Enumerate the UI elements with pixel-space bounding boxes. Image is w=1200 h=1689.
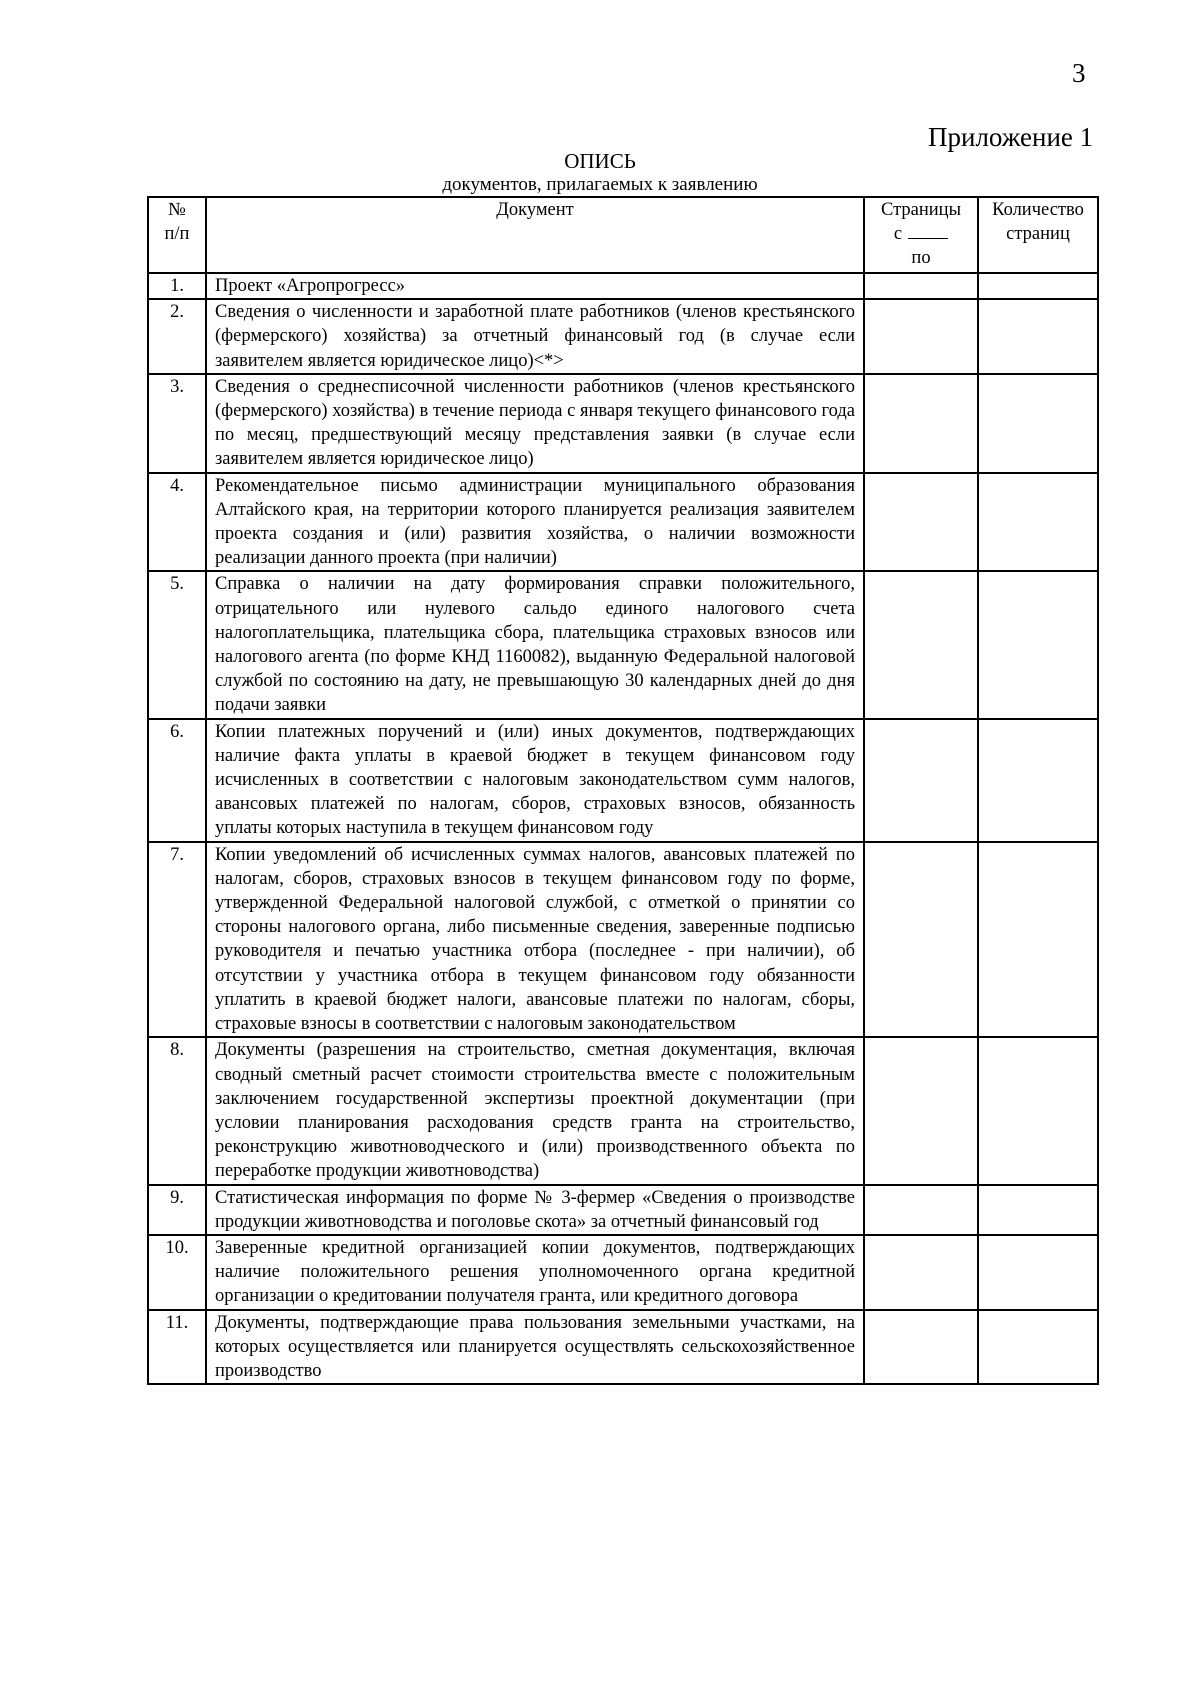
row-number: 11.	[148, 1310, 206, 1385]
table-row	[148, 571, 1098, 718]
row-pages-cell[interactable]	[864, 473, 978, 572]
row-number: 1.	[148, 273, 206, 299]
header-count-subtitle: страниц	[1006, 224, 1070, 244]
row-number: 2.	[148, 299, 206, 374]
table-row	[148, 719, 1098, 842]
header-number	[148, 197, 206, 273]
row-pages-cell[interactable]	[864, 374, 978, 473]
header-document: Документ	[206, 197, 864, 273]
header-pages-from: с	[873, 222, 969, 246]
page-number: 3	[1072, 58, 1086, 88]
table-row	[148, 1185, 1098, 1235]
table-row	[148, 374, 1098, 473]
row-page-count-cell[interactable]	[978, 374, 1098, 473]
row-pages-cell[interactable]	[864, 571, 978, 718]
header-page-count	[978, 197, 1098, 273]
blank-line	[908, 224, 948, 239]
row-page-count-cell[interactable]	[978, 1235, 1098, 1310]
row-document-text: Заверенные кредитной организацией копии документов, подтверждающих наличие положительного решения уполномоченного органа кредитной организации о кредитовании получателя гранта, или кредитного договора	[206, 1235, 864, 1310]
row-pages-cell[interactable]	[864, 719, 978, 842]
row-number: 3.	[148, 374, 206, 473]
row-document-text: Рекомендательное письмо администрации муниципального образования Алтайского края, на территории которого планируется реализация заявителем проекта создания и (или) развития хозяйства, о наличии возможности реализации данного проекта (при наличии)	[206, 473, 864, 572]
row-pages-cell[interactable]	[864, 1037, 978, 1184]
row-document-text: Копии уведомлений об исчисленных суммах налогов, авансовых платежей по налогам, сборов, страховых взносов в текущем финансовом году по форме, утвержденной Федеральной налоговой службой, с отметкой о принятии со стороны налогового органа, либо письменные сведения, заверенные подписью руководителя и печатью участника отбора (последнее - при наличии), об отсутствии у участника отбора в текущем финансовом году обязанности уплатить в краевой бюджет налоги, авансовые платежи по налогам, сборы, страховые взносы в соответствии с налоговым законодательством	[206, 842, 864, 1038]
document-title: ОПИСЬ	[564, 149, 636, 173]
header-pages	[864, 197, 978, 273]
row-number: 10.	[148, 1235, 206, 1310]
header-pages-title: Страницы	[881, 200, 961, 220]
header-count-title: Количество	[992, 200, 1084, 220]
row-page-count-cell[interactable]	[978, 571, 1098, 718]
row-page-count-cell[interactable]	[978, 842, 1098, 1038]
row-page-count-cell[interactable]	[978, 1185, 1098, 1235]
row-pages-cell[interactable]	[864, 842, 978, 1038]
row-document-text: Копии платежных поручений и (или) иных документов, подтверждающих наличие факта уплаты в краевой бюджет в текущем финансовом году исчисленных в соответствии с налоговым законодательством сумм налогов, авансовых платежей по налогам, сборов, страховых взносов, обязанность уплаты которых наступила в текущем финансовом году	[206, 719, 864, 842]
row-pages-cell[interactable]	[864, 273, 978, 299]
row-document-text: Проект «Агропрогресс»	[206, 273, 864, 299]
row-document-text: Справка о наличии на дату формирования справки положительного, отрицательного или нулевого сальдо единого налогового счета налогоплательщика, плательщика сбора, плательщика страховых взносов или налогового агента (по форме КНД 1160082), выданную Федеральной налоговой службой по состоянию на дату, не превышающую 30 календарных дней до дня подачи заявки	[206, 571, 864, 718]
table-body	[148, 273, 1098, 1384]
table-row	[148, 842, 1098, 1038]
row-page-count-cell[interactable]	[978, 719, 1098, 842]
table-row	[148, 1235, 1098, 1310]
header-pages-to: по	[911, 248, 931, 268]
table-row	[148, 1310, 1098, 1385]
table-header-row	[148, 197, 1098, 273]
row-pages-cell[interactable]	[864, 1235, 978, 1310]
row-pages-cell[interactable]	[864, 1310, 978, 1385]
row-number: 5.	[148, 571, 206, 718]
row-document-text: Сведения о численности и заработной плате работников (членов крестьянского (фермерского) хозяйства) за отчетный финансовый год (в случае если заявителем является юридическое лицо)<*>	[206, 299, 864, 374]
row-pages-cell[interactable]	[864, 1185, 978, 1235]
header-number-abbr: п/п	[164, 224, 190, 245]
table-row	[148, 273, 1098, 299]
appendix-label: Приложение 1	[928, 122, 1094, 152]
table-row	[148, 473, 1098, 572]
row-number: 7.	[148, 842, 206, 1038]
row-page-count-cell[interactable]	[978, 1310, 1098, 1385]
row-pages-cell[interactable]	[864, 299, 978, 374]
row-document-text: Статистическая информация по форме № 3-фермер «Сведения о производстве продукции животноводства и поголовье скота» за отчетный финансовый год	[206, 1185, 864, 1235]
document-subtitle: документов, прилагаемых к заявлению	[442, 174, 758, 195]
row-page-count-cell[interactable]	[978, 299, 1098, 374]
row-number: 6.	[148, 719, 206, 842]
row-document-text: Документы (разрешения на строительство, сметная документация, включая сводный сметный расчет стоимости строительства вместе с положительным заключением государственной экспертизы проектной документации (при условии планирования расходования средств гранта на строительство, реконструкцию животноводческого и (или) производственного объекта по переработке продукции животноводства)	[206, 1037, 864, 1184]
row-number: 8.	[148, 1037, 206, 1184]
row-page-count-cell[interactable]	[978, 473, 1098, 572]
table-row	[148, 1037, 1098, 1184]
table-row	[148, 299, 1098, 374]
header-number-sign: №	[168, 200, 186, 220]
row-page-count-cell[interactable]	[978, 273, 1098, 299]
row-page-count-cell[interactable]	[978, 1037, 1098, 1184]
row-document-text: Сведения о среднесписочной численности работников (членов крестьянского (фермерского) хозяйства) в течение периода с января текущего финансового года по месяц, предшествующий месяцу представления заявки (в случае если заявителем является юридическое лицо)	[206, 374, 864, 473]
row-number: 9.	[148, 1185, 206, 1235]
row-number: 4.	[148, 473, 206, 572]
documents-inventory-table	[147, 196, 1099, 1385]
row-document-text: Документы, подтверждающие права пользования земельными участками, на которых осуществляется или планируется осуществлять сельскохозяйственное производство	[206, 1310, 864, 1385]
